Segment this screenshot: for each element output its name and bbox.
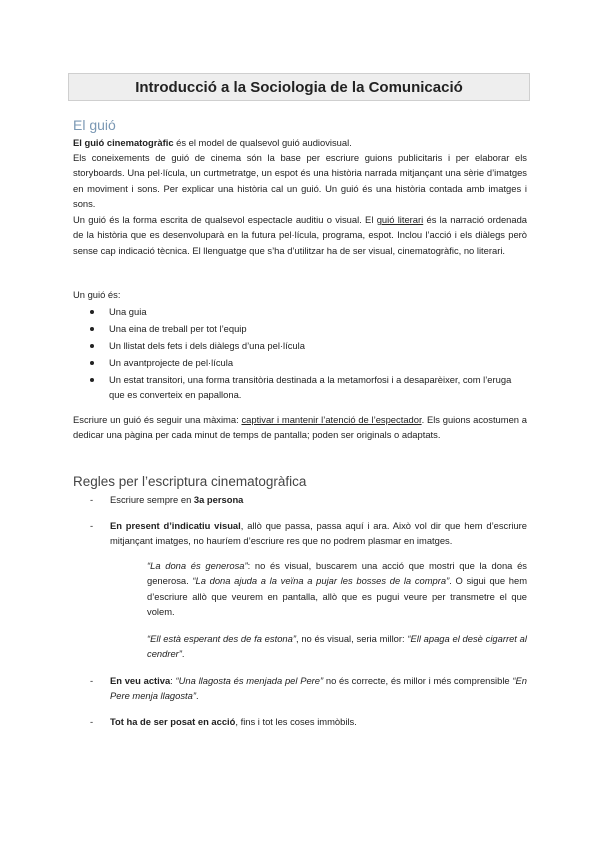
bullet-icon [90,310,94,314]
dash-marker: - [90,520,94,531]
paragraph-intro [73,135,527,150]
page-title: Introducció a la Sociologia de la Comunicació [135,78,463,96]
paragraph-knowledge: Els coneixements de guió de cinema són la base per escriure guions publicitaris i per elaborar els storyboards. Una pel·lícula, un curtmetratge, un espot és una història narrada mitjançant una sèrie d’imatges en moviment i sons. Per explicar una història cal un guió. Un guió és una història contada amb imatges i sons. [73,152,527,210]
text: Un guió és la forma escrita de qualsevol espectacle auditiu o visual. El [73,214,377,225]
paragraph-definition [73,212,527,258]
guio-literari-link[interactable]: guió literari [376,214,424,225]
bold-term: En present d’indicatiu visual [110,520,241,531]
text: . Els guions acostumen a dedicar una pàgina per cada minut de temps de pantalla; poden ser originals o adaptats. [73,414,527,441]
guio-list [73,304,527,404]
bullet-icon [90,361,94,365]
rule-item: - Tot ha de ser posat en acció, fins i tot les coses immòbils. [90,714,527,729]
dash-marker: - [90,494,94,505]
list-item: Una guia [73,304,527,319]
list-item: Una eina de treball per tot l’equip [73,321,527,336]
bullet-icon [90,378,94,382]
list-item: Un estat transitori, una forma transitòria destinada a la metamorfosi i a desaparèixer, com l’eruga que es converteix en papallona. [73,372,527,403]
bold-term: 3a persona [193,494,244,505]
dash-marker: - [90,675,94,686]
rule-item: - Escriure sempre en 3a persona [90,492,527,507]
rule-item: - En present d’indicatiu visual, allò que passa, passa aquí i ara. Això vol dir que hem d’escriure mitjançant imatges, no hauríem d’escriure res que no podrem plasmar en imatges. [90,520,527,547]
bold-term: En veu activa [110,675,171,686]
list-item: Un avantprojecte de pel·lícula [73,355,527,370]
list-item: Un llistat dels fets i dels diàlegs d’una pel·lícula [73,338,527,353]
dash-marker: - [90,716,94,727]
bullet-icon [90,344,94,348]
example-quote: “La dona és generosa”: no és visual, buscarem una acció que mostri que la dona és generosa. “La dona ajuda a la veïna a pujar les bosses de la compra”. O sigui que hem d’escriure allò que veurem en pantalla, allò que es pugui veure per transmetre el que volem. [147,560,527,618]
paragraph-maxim [73,412,527,443]
text: Escriure un guió és seguir una màxima: [73,414,242,425]
rule-item: - En veu activa: “Una llagosta és menjada pel Pere” no és correcte, és millor i més comprensible “En Pere menja llagosta”. [90,675,527,702]
bold-term: Tot ha de ser posat en acció [110,716,236,727]
title-box [68,73,530,101]
section-heading-guio: El guió [73,117,116,133]
section-heading-regles: Regles per l’escriptura cinematogràfica [73,474,307,489]
bold-term: El guió cinematogràfic [73,137,174,148]
bullet-icon [90,327,94,331]
text: és el model de qualsevol guió audiovisual. [173,137,352,148]
list-intro: Un guió és: [73,289,121,300]
example-quote: “Ell està esperant des de fa estona”, no és visual, seria millor: “Ell apaga el desè cigarret al cendrer”. [147,633,527,660]
text: és la narració ordenada de la història que es desenvoluparà en la futura pel·lícula, programa, espot. Inclou l’acció i els diàlegs però sense cap indicació tècnica. El llenguatge que s’ha d’utilitzar ha de ser visual, cinematogràfic, no literari. [73,214,528,256]
underlined-maxim: captivar i mantenir l’atenció de l’espectador [241,414,422,425]
